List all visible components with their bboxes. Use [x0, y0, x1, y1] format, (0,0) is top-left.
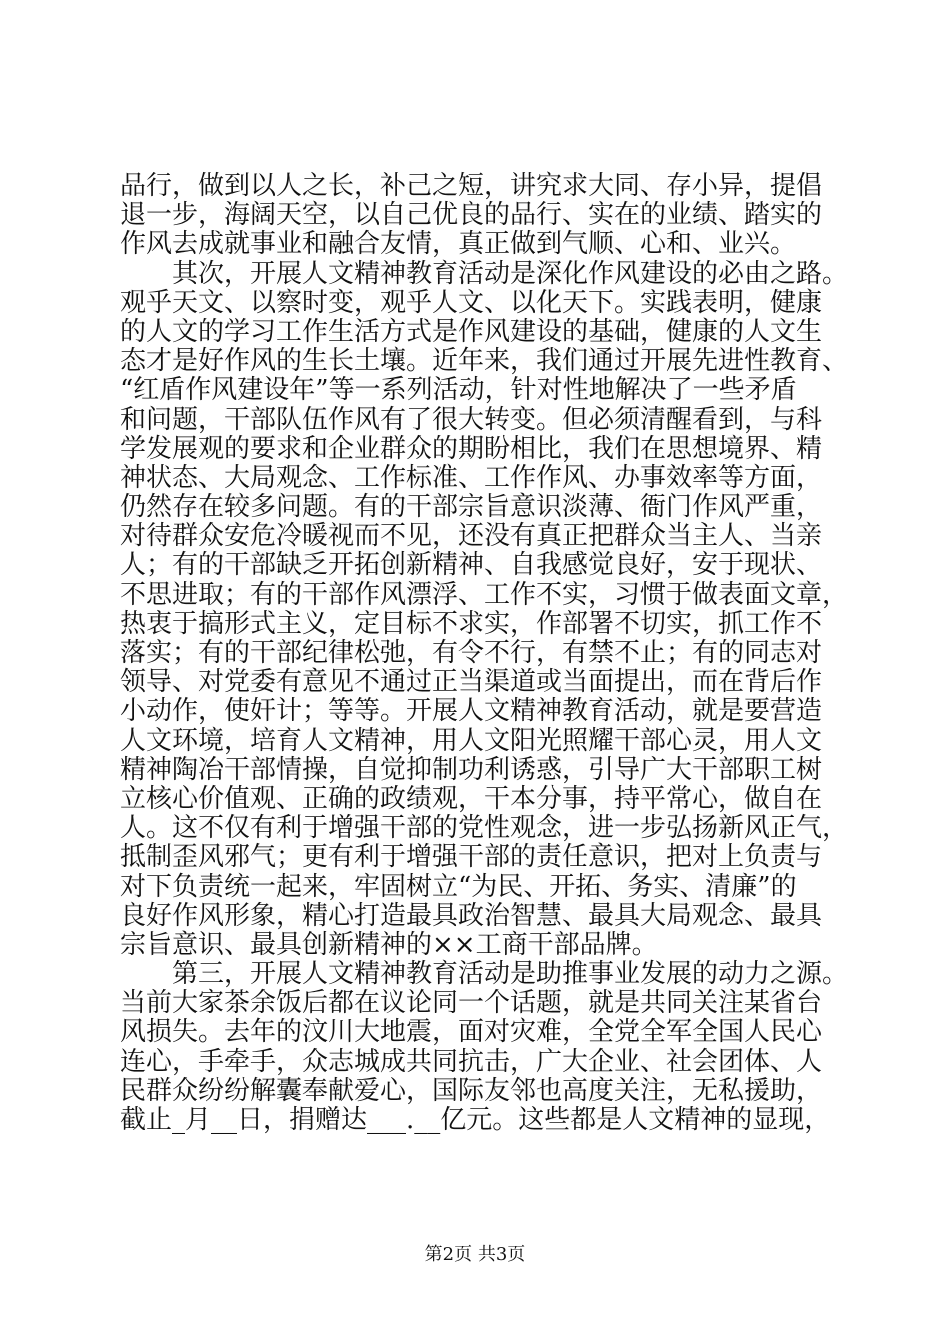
text-line: 和问题，干部队伍作风有了很大转变。但必须清醒看到，与科	[120, 404, 823, 435]
text-line: 民群众纷纷解囊奉献爱心，国际友邻也高度关注，无私援助，	[120, 1075, 823, 1106]
text-line: 神状态、大局观念、工作标准、工作作风、办事效率等方面，	[120, 462, 823, 493]
text-line: 立核心价值观、正确的政绩观，干本分事，持平常心，做自在	[120, 783, 823, 814]
text-line: “红盾作风建设年”等一系列活动，针对性地解决了一些矛盾	[120, 375, 797, 406]
text-line: 截止_月__日，捐赠达___.__亿元。这些都是人文精神的显现，	[120, 1105, 831, 1135]
text-line: 第三，开展人文精神教育活动是助推事业发展的动力之源。	[120, 959, 849, 990]
text-line: 良好作风形象，精心打造最具政治智慧、最具大局观念、最具	[120, 900, 823, 931]
text-line: 人；有的干部缺乏开拓创新精神、自我感觉良好，安于现状、	[120, 550, 823, 581]
text-line: 仍然存在较多问题。有的干部宗旨意识淡薄、衙门作风严重，	[120, 492, 823, 523]
text-line: 当前大家茶余饭后都在议论同一个话题，就是共同关注某省台	[120, 988, 823, 1019]
text-line: 小动作，使奸计；等等。开展人文精神教育活动，就是要营造	[120, 696, 823, 727]
text-line: 对待群众安危冷暖视而不见，还没有真正把群众当主人、当亲	[120, 521, 823, 552]
text-line: 抵制歪风邪气；更有利于增强干部的责任意识，把对上负责与	[120, 842, 823, 873]
text-line: 学发展观的要求和企业群众的期盼相比，我们在思想境界、精	[120, 433, 823, 464]
body-text	[120, 172, 860, 1135]
text-line: 风损失。去年的汶川大地震，面对灾难，全党全军全国人民心	[120, 1017, 823, 1048]
text-line: 精神陶冶干部情操，自觉抑制功利诱惑，引导广大干部职工树	[120, 754, 823, 785]
text-line: 人文环境，培育人文精神，用人文阳光照耀干部心灵，用人文	[120, 725, 823, 756]
page-footer: 第2页 共3页	[424, 1244, 526, 1265]
text-line: 的人文的学习工作生活方式是作风建设的基础，健康的人文生	[120, 316, 823, 347]
text-line: 不思进取；有的干部作风漂浮、工作不实，习惯于做表面文章，	[120, 579, 849, 610]
text-line: 观乎天文、以察时变，观乎人文、以化天下。实践表明，健康	[120, 287, 823, 318]
text-line: 落实；有的干部纪律松弛，有令不行，有禁不止；有的同志对	[120, 638, 823, 668]
text-line: 人。这不仅有利于增强干部的党性观念，进一步弘扬新风正气，	[120, 813, 849, 844]
text-line: 退一步，海阔天空，以自己优良的品行、实在的业绩、踏实的	[120, 200, 823, 231]
text-line: 品行，做到以人之长，补己之短，讲究求大同、存小异，提倡	[120, 171, 823, 201]
text-line: 其次，开展人文精神教育活动是深化作风建设的必由之路。	[120, 258, 849, 289]
text-line: 态才是好作风的生长土壤。近年来，我们通过开展先进性教育、	[120, 346, 849, 377]
text-line: 领导、对党委有意见不通过正当渠道或当面提出，而在背后作	[120, 667, 823, 698]
text-line: 连心，手牵手，众志城成共同抗击，广大企业、社会团体、人	[120, 1046, 823, 1077]
text-line: 作风去成就事业和融合友情，真正做到气顺、心和、业兴。	[120, 229, 797, 260]
text-line: 热衷于搞形式主义，定目标不求实，作部署不切实，抓工作不	[120, 608, 823, 639]
text-line: 宗旨意识、最具创新精神的××工商干部品牌。	[120, 929, 658, 960]
text-line: 对下负责统一起来，牢固树立“为民、开拓、务实、清廉”的	[120, 871, 797, 902]
